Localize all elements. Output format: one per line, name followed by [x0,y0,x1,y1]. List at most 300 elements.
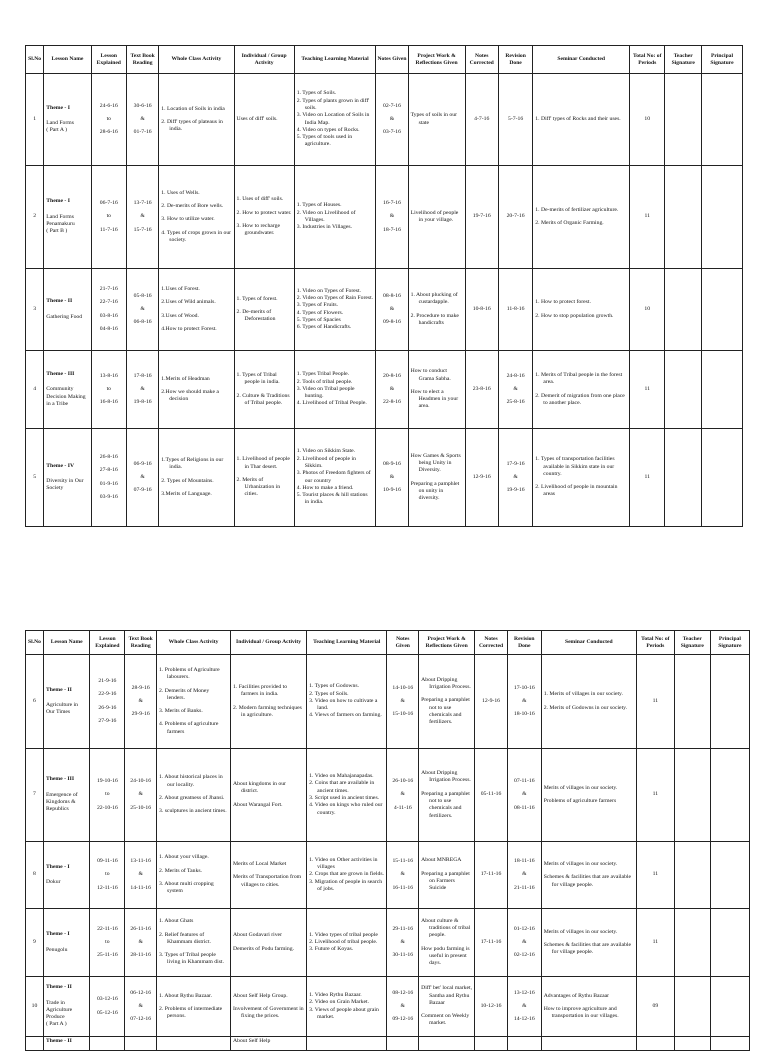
seminar-conducted [533,429,630,527]
teaching-material-line: 1. Video types of tribal people [309,931,378,938]
notes-given [387,655,419,749]
column-header: Notes Given [376,46,408,74]
revision-done [498,166,532,269]
teaching-material-line: 2. Livelihood of tribal people. [309,938,378,945]
revision-done [507,749,541,842]
group-activity-line: Involvement of Government in fixing the prices. [233,1005,304,1020]
lesson-name [44,166,91,269]
seminar-conducted-line: Merits of villages in our society. [543,861,618,868]
lesson-explained-line: 21-9-16 [98,677,117,684]
group-activity-line: 2. Culture & Traditions of Tribal people. [236,392,290,406]
notes-corrected-line: 17-11-16 [480,938,502,945]
column-header: Sl.No [26,631,44,655]
lesson-explained-line: 26-9-16 [98,704,117,711]
lesson-title: Penamakuru [46,221,75,227]
revision-done-line: 17-9-16 [506,460,525,467]
notes-given-line: 22-8-16 [382,399,401,406]
table-row-partial [26,1037,750,1051]
column-header: Text Book Reading [127,46,159,74]
teacher-signature [674,909,710,977]
lesson-title: ( Part A ) [46,127,67,134]
revision-done-line: 14-12-16 [513,1016,535,1023]
project-work-line: About Dripping Irrigation Process. [421,770,471,784]
group-activity-line: 1. Types of forest. [236,295,278,302]
seminar-conducted-line: 2. How to stop population growth. [535,312,614,319]
group-activity [231,909,307,977]
total-periods: 11 [630,429,665,527]
partial-cell [387,1037,419,1051]
notes-given-line: 29-11-16 [392,925,414,932]
group-activity-line: 2. Modern farming techniques in agriculture. [233,704,302,718]
text-book-reading [125,909,157,977]
revision-done-line: 01-12-16 [513,925,535,932]
lesson-title: Trade in Agriculture Produce [45,999,73,1021]
lesson-explained-line: 24-6-16 [99,102,118,109]
revision-done-line: 18-11-16 [513,858,535,865]
column-header: Seminar Conducted [541,631,636,655]
notes-given-line: 15-10-16 [392,711,414,718]
whole-class-activity-line: 3. How to utilize water. [161,216,215,223]
whole-class-activity-line: 1. Location of Soils in india [161,105,225,112]
teacher-signature [674,749,710,842]
whole-class-activity-line: 2. Merits of Tanks. [159,867,202,874]
text-book-reading [125,842,157,909]
seminar-conducted-line: Problems of agriculture farmers [543,798,617,804]
whole-class-activity-line: 4. Types of crops grown in our society. [161,229,232,243]
notes-corrected [465,74,498,166]
serial-number: 10 [26,977,44,1037]
revision-done [507,909,541,977]
lesson-plan-table-2 [25,630,750,1051]
group-activity [231,842,307,909]
teaching-material [294,74,376,166]
text-book-reading-line: & [138,871,143,878]
principal-signature [710,749,749,842]
column-header: Sl.No [26,46,44,74]
whole-class-activity-line: 2. Demerits of Money lenders. [159,687,210,701]
teaching-material [307,909,387,977]
partial-cell [710,1037,749,1051]
notes-corrected-line: 4-7-16 [474,115,490,122]
notes-corrected-line: 10-8-16 [472,305,491,312]
lesson-explained-line: 11-7-16 [99,226,118,233]
lesson-title: Gathering Food [46,313,83,320]
notes-given [387,977,419,1037]
seminar-conducted [533,74,630,166]
whole-class-activity-line: 3.Merits of Language. [161,490,212,497]
lesson-explained [91,166,126,269]
partial-cell [507,1037,541,1051]
seminar-conducted [541,749,636,842]
group-activity-line: Uses of diff' soils. [236,115,278,122]
lesson-explained-line: to [106,115,112,122]
partial-cell [475,1037,508,1051]
table-header-row [26,46,743,74]
column-header: Teaching Learning Material [307,631,387,655]
revision-done-line: & [522,871,527,878]
revision-done [507,977,541,1037]
notes-given-line: & [389,473,395,480]
teaching-material-line: 4. Video on kings who ruled our country. [309,802,383,816]
serial-number: 8 [26,842,44,909]
whole-class-activity-line: 1.Merits of Headman [161,375,210,382]
teaching-material-line: 6. Types of Handicrafts. [296,324,352,331]
project-work-line: How Games & Sports being Unity in Diversity. [410,452,461,474]
seminar-conducted-line: 1. Types of transportation facilities available in Sikkim state in our country. [535,456,615,477]
teacher-signature [674,977,710,1037]
notes-given-line: 20-8-16 [382,372,401,379]
teaching-material-line: 3. Video on Tribal people hunting. [296,385,355,400]
revision-done-line: 19-9-16 [506,487,525,494]
teaching-material-line: 3. Migration of people in search of jobs. [309,878,383,892]
seminar-conducted [533,269,630,351]
teacher-signature [665,269,702,351]
serial-number: 3 [26,269,44,351]
text-book-reading [125,655,157,749]
total-periods: 11 [636,842,674,909]
whole-class-activity-line: 3.Uses of Wood. [161,312,199,319]
notes-corrected [465,351,498,429]
text-book-reading [127,166,159,269]
table-row [26,166,743,269]
revision-done-line: 02-12-16 [513,952,535,959]
revision-done-line: 17-10-16 [513,684,535,691]
teaching-material [294,429,376,527]
text-book-reading-line: & [140,305,145,312]
notes-given [376,74,408,166]
table-row [26,977,750,1037]
revision-done [498,429,532,527]
group-activity-line: Merits of Transportation from villages to cities. [233,874,302,888]
lesson-explained [90,749,125,842]
revision-done [498,351,532,429]
lesson-explained-line: 01-9-16 [99,480,118,487]
lesson-explained-line: to [106,385,112,392]
revision-done [498,74,532,166]
whole-class-activity-line: 2. Types of Mountains. [161,477,214,484]
notes-corrected [475,749,508,842]
partial-cell [307,1037,387,1051]
seminar-conducted-line: Advantages of Rythu Bazaar [543,992,610,999]
text-book-reading-line: 28-9-16 [131,684,150,691]
teaching-material-line: 1. Video on Other activities in villages [309,856,378,871]
notes-given-line: 02-7-16 [382,102,401,109]
lesson-explained-line: 22-9-16 [98,691,117,698]
project-work-line: How podu farming is useful in present days. [421,945,470,967]
total-periods: 11 [636,749,674,842]
seminar-conducted-line: 2. Livelihood of people in mountain areas [535,484,618,498]
partial-cell [636,1037,674,1051]
column-header: Individual / Group Activity [234,46,294,74]
column-header: Notes Given [387,631,419,655]
column-header: Teaching Learning Material [294,46,376,74]
text-book-reading-line: & [138,791,143,798]
lesson-explained-line: 19-10-16 [96,778,118,785]
teaching-material-line: 5. Types of Spacies [296,316,341,323]
notes-given-line: & [400,938,405,945]
seminar-conducted-line: 1. De-merits of fertilizer agriculture. [535,206,619,213]
lesson-explained-line: 09-11-16 [97,858,118,865]
group-activity-line: 2. Merits of Urbanization in cities. [236,476,281,498]
teaching-material [307,749,387,842]
teaching-material-line: 3. Views of people about grain market. [309,1006,379,1020]
text-book-reading-line: 25-10-16 [130,804,152,811]
group-activity-line: Demerits of Podu farming. [233,945,294,952]
project-work [408,351,465,429]
total-periods: 11 [636,909,674,977]
project-work [419,909,475,977]
principal-signature [710,977,749,1037]
total-periods: 10 [630,74,665,166]
lesson-name [44,351,91,429]
lesson-explained-line: 12-11-16 [97,884,118,891]
whole-class-activity-line: 4. Problems of agriculture farmers [159,721,219,735]
whole-class-activity-line: 3. Types of Tribal people living in Khammam dist. [159,952,224,966]
lesson-explained-line: 13-8-16 [99,372,118,379]
notes-given-line: 18-7-16 [382,226,401,233]
seminar-conducted-line: 1. Diff' types of Rocks and their uses. [535,115,621,122]
notes-given-line: 10-9-16 [382,487,401,494]
revision-done-line: & [513,473,518,480]
text-book-reading-line: 24-10-16 [130,778,152,785]
teaching-material-line: 1. Video on Types of Forest. [296,287,361,294]
teacher-signature [665,429,702,527]
group-activity-line: 1. Livelihood of people in Thar desert. [236,456,290,470]
total-periods: 11 [636,655,674,749]
lesson-title: ( Part B ) [46,228,68,235]
teacher-signature [665,351,702,429]
teaching-material-line: 4. Video on types of Rocks. [296,126,360,133]
teaching-material [294,269,376,351]
principal-signature [710,655,749,749]
principal-signature [702,429,743,527]
teaching-material [307,842,387,909]
text-book-reading-line: 19-8-16 [133,399,152,406]
column-header: Lesson Explained [90,631,125,655]
partial-cell [43,1037,90,1051]
notes-given-line: 08-12-16 [392,989,414,996]
whole-class-activity-line: 1. Uses of Wells. [161,189,200,196]
whole-class-activity [157,749,231,842]
lesson-explained [91,351,126,429]
total-periods: 11 [630,351,665,429]
teaching-material [307,977,387,1037]
notes-given-line: & [400,791,405,798]
column-header: Total No: of Periods [636,631,674,655]
notes-given [387,909,419,977]
group-activity-line: 3. How to recharge groundwater. [236,223,280,237]
theme-label: Theme - II [45,1038,72,1044]
revision-done-line: 18-10-16 [513,711,535,718]
revision-done-line: & [522,697,527,704]
lesson-name [44,429,91,527]
notes-corrected-line: 05-11-16 [480,791,502,798]
partial-cell [90,1037,125,1051]
notes-corrected-line: 10-12-16 [480,1002,502,1009]
teacher-signature [674,842,710,909]
column-header: Principal Signature [702,46,743,74]
notes-corrected-line: 17-11-16 [480,871,502,878]
text-book-reading-line: 17-8-16 [133,372,152,379]
text-book-reading [127,429,159,527]
lesson-explained-line: 03-9-16 [99,493,118,500]
teaching-material-line: 3. Script used in ancient times. [309,795,380,801]
partial-cell [26,1037,44,1051]
lesson-explained [90,655,125,749]
notes-given-line: 08-9-16 [382,460,401,467]
partial-cell [231,1037,307,1051]
whole-class-activity-line: 2.How we should make a decision [161,388,219,403]
table-row [26,909,750,977]
column-header: Project Work & Reflections Given [408,46,465,74]
notes-corrected [475,909,508,977]
whole-class-activity-line: 2. Diff' types of plateaus in india. [161,118,223,133]
principal-signature [702,269,743,351]
teaching-material-line: 4. Livelihood of Tribal People. [296,400,367,407]
whole-class-activity-line: 1. Problems of Agriculture labourers. [159,666,220,681]
seminar-conducted [533,351,630,429]
serial-number: 9 [26,909,44,977]
theme-label: Theme - III [45,776,75,783]
seminar-conducted-line: Merits of villages in our society. [543,928,618,935]
principal-signature [702,74,743,166]
group-activity-line: Merits of Local Market [233,861,287,868]
notes-given-line: & [400,697,405,704]
project-work [408,74,465,166]
column-header: Teacher Signature [674,631,710,655]
project-work [419,977,475,1037]
lesson-explained [90,909,125,977]
lesson-title: Dokur [45,879,61,885]
notes-corrected-line: 19-7-16 [472,213,491,220]
notes-corrected [475,842,508,909]
revision-done-line: 13-12-16 [513,989,535,996]
lesson-title: Agriculture in Our Times [45,701,79,716]
text-book-reading-line: 07-12-16 [130,1016,152,1023]
lesson-name [43,749,90,842]
text-book-reading-line: 06-9-16 [133,460,152,467]
teaching-material-line: 3. Video on Location of Soils in India Map. [296,112,370,126]
group-activity [231,977,307,1037]
lesson-explained [91,269,126,351]
revision-done-line: & [522,938,527,945]
teaching-material-line: 2. Video on Livelihood of Villages. [296,209,356,223]
text-book-reading-line: 28-11-16 [130,952,151,959]
whole-class-activity-line: 1. About historical places in our locality. [159,774,223,788]
project-work-line: Preparing a pamphlet not to use chemicals and fertilizers. [421,790,470,819]
lesson-explained-line: 03-12-16 [96,996,118,1003]
group-activity [234,351,294,429]
whole-class-activity [159,166,234,269]
lesson-name [43,977,90,1037]
seminar-conducted-line: 1. How to protect forest. [535,299,591,306]
revision-done [507,655,541,749]
project-work-line: About MNREGA [421,857,462,864]
seminar-conducted [533,166,630,269]
notes-given-line: 09-12-16 [392,1016,414,1023]
column-header: Notes Corrected [475,631,508,655]
notes-given [387,749,419,842]
whole-class-activity-line: 1. About Rythu Bazaar. [159,992,213,999]
column-header: Text Book Reading [125,631,157,655]
project-work [419,749,475,842]
table-row [26,351,743,429]
table-row [26,74,743,166]
table-row [26,749,750,842]
column-header: Total No: of Periods [630,46,665,74]
serial-number: 4 [26,351,44,429]
teaching-material-line: 1. Video Rythu Bazaar. [309,991,362,998]
teaching-material-line: 5. Types of tools used in agriculture. [296,134,353,148]
teaching-material-line: 4. Views of farmers on farming. [309,712,382,719]
text-book-reading-line: 01-7-16 [133,129,152,136]
project-work-line: Comment on Weekly market. [421,1013,470,1027]
text-book-reading-line: & [140,213,145,220]
whole-class-activity-line: 2. De-merits of Bore wells. [161,203,224,210]
project-work [408,429,465,527]
seminar-conducted [541,655,636,749]
teaching-material-line: 2. Video on Types of Rain Forest. [296,294,374,301]
lesson-explained-line: to [105,871,110,878]
lesson-explained-line: 06-7-16 [99,200,118,207]
notes-given-line: 4-11-16 [393,804,412,811]
text-book-reading [127,269,159,351]
lesson-explained-line: 04-8-16 [99,325,118,332]
text-book-reading-line: & [138,697,143,704]
revision-done-line: 25-8-16 [506,399,525,406]
group-activity-line: About Self Help Group. [233,992,288,999]
revision-done-line: 07-11-16 [513,778,535,785]
teaching-material-line: 1. Types of Soils. [296,90,337,97]
lesson-explained-line: 21-7-16 [99,285,118,292]
revision-done-line: 08-11-16 [513,804,535,811]
text-book-reading-line: 30-6-16 [133,102,152,109]
lesson-name [43,655,90,749]
text-book-reading [125,749,157,842]
notes-given-line: 26-10-16 [392,778,414,785]
total-periods: 09 [636,977,674,1037]
teaching-material-line: 4. Types of Flowers. [296,309,344,316]
lesson-title: Land Forms [46,213,74,220]
whole-class-activity-line: 4.How to protect Forest. [161,325,217,332]
whole-class-activity-line: 1.Types of Religions in our india. [161,456,224,471]
group-activity-line: About Self Help [233,1038,271,1044]
notes-given-line: & [389,213,395,220]
teaching-material-line: 2. Tools of tribal people. [296,378,353,385]
lesson-explained-line: 22-10-16 [96,804,118,811]
text-book-reading-line: & [138,938,143,945]
teaching-material-line: 2. Coins that are available in ancient times. [309,780,375,794]
lesson-explained-line: to [106,213,112,220]
notes-given-line: 14-10-16 [392,684,414,691]
seminar-conducted-line: How to improve agriculture and transportation in our villages. [543,1005,619,1020]
teaching-material-line: 2. Types of plants grown in diff' soils. [296,97,370,111]
lesson-explained-line: to [105,938,110,945]
notes-corrected [465,166,498,269]
seminar-conducted-line: Merits of villages in our society. [543,784,618,791]
text-book-reading-line: 26-11-16 [130,925,151,932]
principal-signature [702,166,743,269]
lesson-title: Emergence of Kingdoms & Republics [45,791,78,813]
group-activity-line: 1. Facilities provided to farmers in india. [233,683,288,698]
theme-label: Theme - III [46,370,75,377]
notes-given-line: 30-11-16 [392,952,414,959]
notes-given-line: 16-11-16 [392,884,414,891]
seminar-conducted-line: 1. Merits of villages in our society. [543,691,623,698]
whole-class-activity [157,909,231,977]
lesson-title: Penugolu [45,946,68,953]
project-work [408,269,465,351]
